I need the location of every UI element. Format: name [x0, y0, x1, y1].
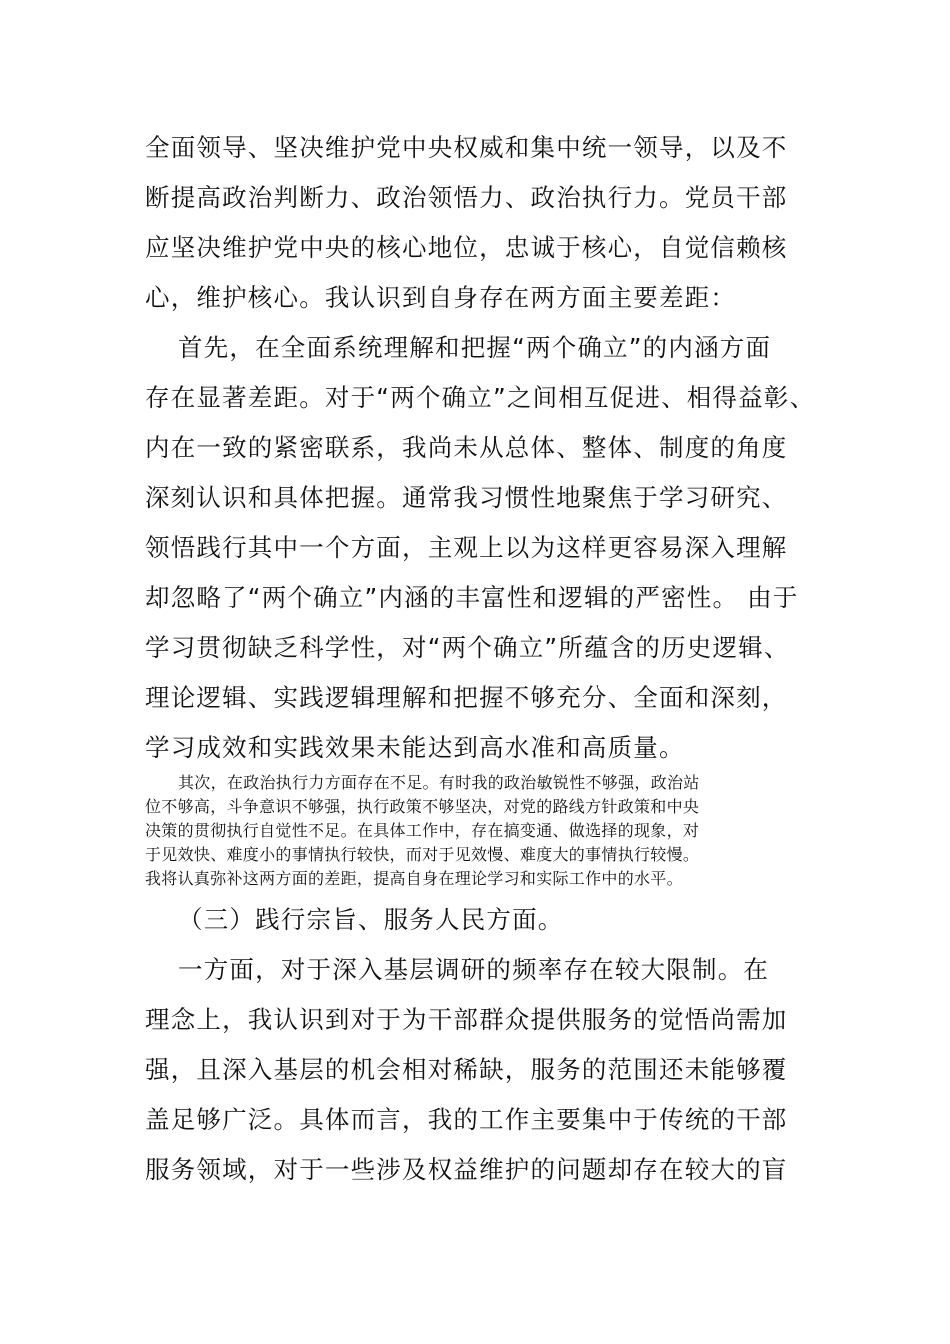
body-line: 学习成效和实践效果未能达到高水准和高质量。 [145, 733, 685, 762]
body-line: 盖足够广泛。具体而言，我的工作主要集中于传统的干部 [145, 1105, 788, 1134]
small-body-line: 决策的贯彻执行自觉性不足。在具体工作中，存在搞变通、做选择的现象，对 [145, 821, 700, 840]
body-line: 却忽略了“两个确立”内涵的丰富性和逻辑的严密性。 由于 [145, 583, 799, 612]
body-line: 理念上，我认识到对于为干部群众提供服务的觉悟尚需加 [145, 1005, 788, 1034]
small-body-line: 其次，在政治执行力方面存在不足。有时我的政治敏锐性不够强，政治站 [178, 773, 700, 792]
body-line: 学习贯彻缺乏科学性，对“两个确立”所蕴含的历史逻辑、 [145, 633, 790, 662]
body-line: 内在一致的紧密联系，我尚未从总体、整体、制度的角度 [145, 433, 788, 462]
small-body-line: 于见效快、难度小的事情执行较快，而对于见效慢、难度大的事情执行较慢。 [145, 845, 700, 864]
section-heading: （三）践行宗旨、服务人民方面。 [178, 905, 564, 934]
small-body-line: 我将认真弥补这两方面的差距，提高自身在理论学习和实际工作中的水平。 [145, 869, 683, 888]
body-line: 强，且深入基层的机会相对稀缺，服务的范围还未能够覆 [145, 1055, 788, 1084]
body-line: 心，维护核心。我认识到自身存在两方面主要差距： [145, 283, 737, 312]
body-line: 应坚决维护党中央的核心地位，忠诚于核心，自觉信赖核 [145, 233, 788, 262]
body-line: 存在显著差距。对于“两个确立”之间相互促进、相得益彰、 [145, 383, 816, 412]
body-line: 理论逻辑、实践逻辑理解和把握不够充分、全面和深刻， [145, 683, 788, 712]
body-line: 一方面，对于深入基层调研的频率存在较大限制。在 [178, 955, 770, 984]
body-line: 深刻认识和具体把握。通常我习惯性地聚焦于学习研究、 [145, 483, 788, 512]
body-line: 全面领导、坚决维护党中央权威和集中统一领导，以及不 [145, 133, 788, 162]
body-line: 领悟践行其中一个方面，主观上以为这样更容易深入理解 [145, 533, 788, 562]
body-line: 首先，在全面系统理解和把握“两个确立”的内涵方面 [178, 333, 772, 362]
body-line: 断提高政治判断力、政治领悟力、政治执行力。党员干部 [145, 183, 788, 212]
small-body-line: 位不够高，斗争意识不够强，执行政策不够坚决，对党的路线方针政策和中央 [145, 797, 700, 816]
body-line: 服务领域，对于一些涉及权益维护的问题却存在较大的盲 [145, 1155, 788, 1184]
